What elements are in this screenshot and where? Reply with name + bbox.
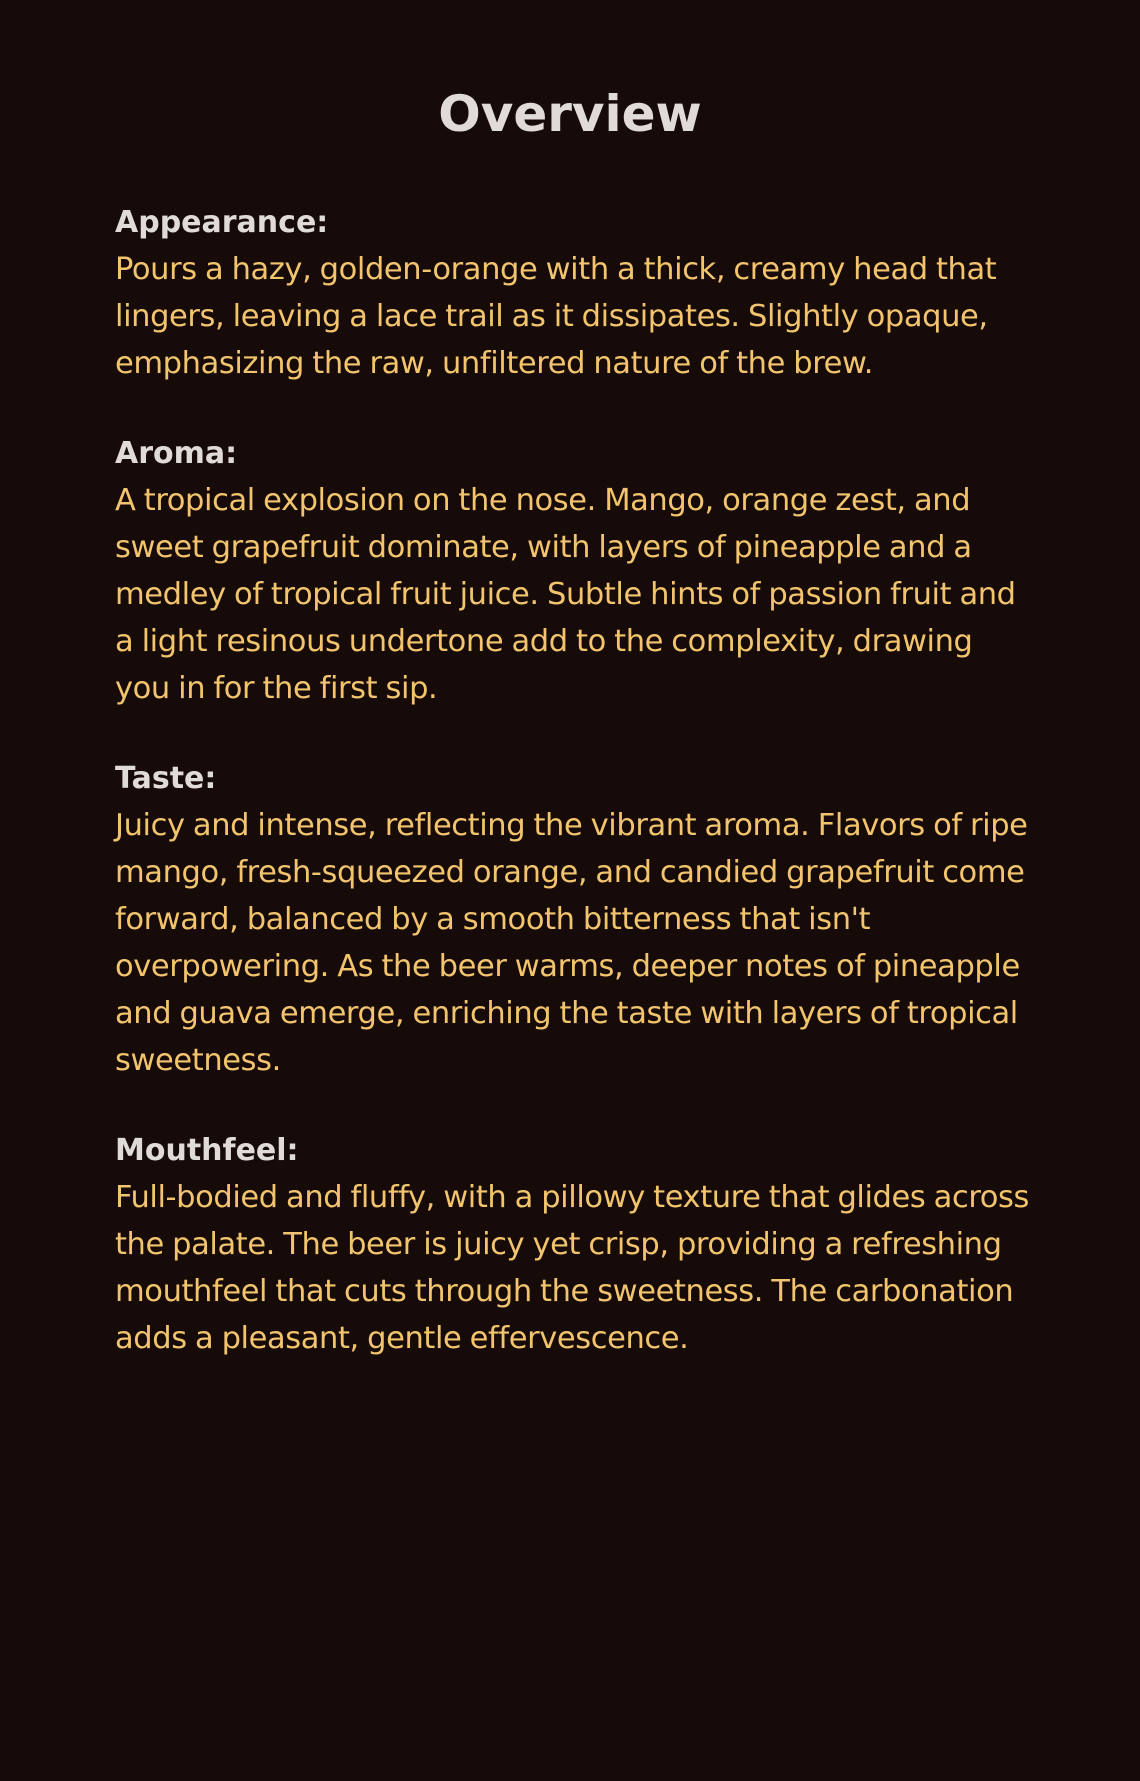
section-appearance [115,200,1035,387]
section-aroma [115,431,1035,712]
section-mouthfeel [115,1128,1035,1362]
section-body-mouthfeel: Full-bodied and fluffy, with a pillowy texture that glides across the palate. The beer is juicy yet crisp, providing a refreshing mouthfeel that cuts through the sweetness. The carbonation adds a pleasant, gentle effervescence. [115,1180,1030,1356]
section-body-appearance: Pours a hazy, golden-orange with a thick, creamy head that lingers, leaving a lace trail as it dissipates. Slightly opaque, emphasizing the raw, unfiltered nature of the brew. [115,252,997,381]
section-heading-taste: Taste: [115,761,217,796]
section-heading-mouthfeel: Mouthfeel: [115,1133,299,1168]
section-taste [115,756,1035,1084]
overview-content [115,200,1035,1406]
section-heading-aroma: Aroma: [115,436,238,471]
section-body-aroma: A tropical explosion on the nose. Mango, orange zest, and sweet grapefruit dominate, with layers of pineapple and a medley of tropical fruit juice. Subtle hints of passion fruit and a light resinous undertone add to the complexity, drawing you in for the first sip. [115,483,1016,706]
section-body-taste: Juicy and intense, reflecting the vibrant aroma. Flavors of ripe mango, fresh-squeezed orange, and candied grapefruit come forward, balanced by a smooth bitterness that isn't overpowering. As the beer warms, deeper notes of pineapple and guava emerge, enriching the taste with layers of tropical sweetness. [115,808,1028,1078]
section-heading-appearance: Appearance: [115,205,329,240]
page-title: Overview [438,85,702,143]
